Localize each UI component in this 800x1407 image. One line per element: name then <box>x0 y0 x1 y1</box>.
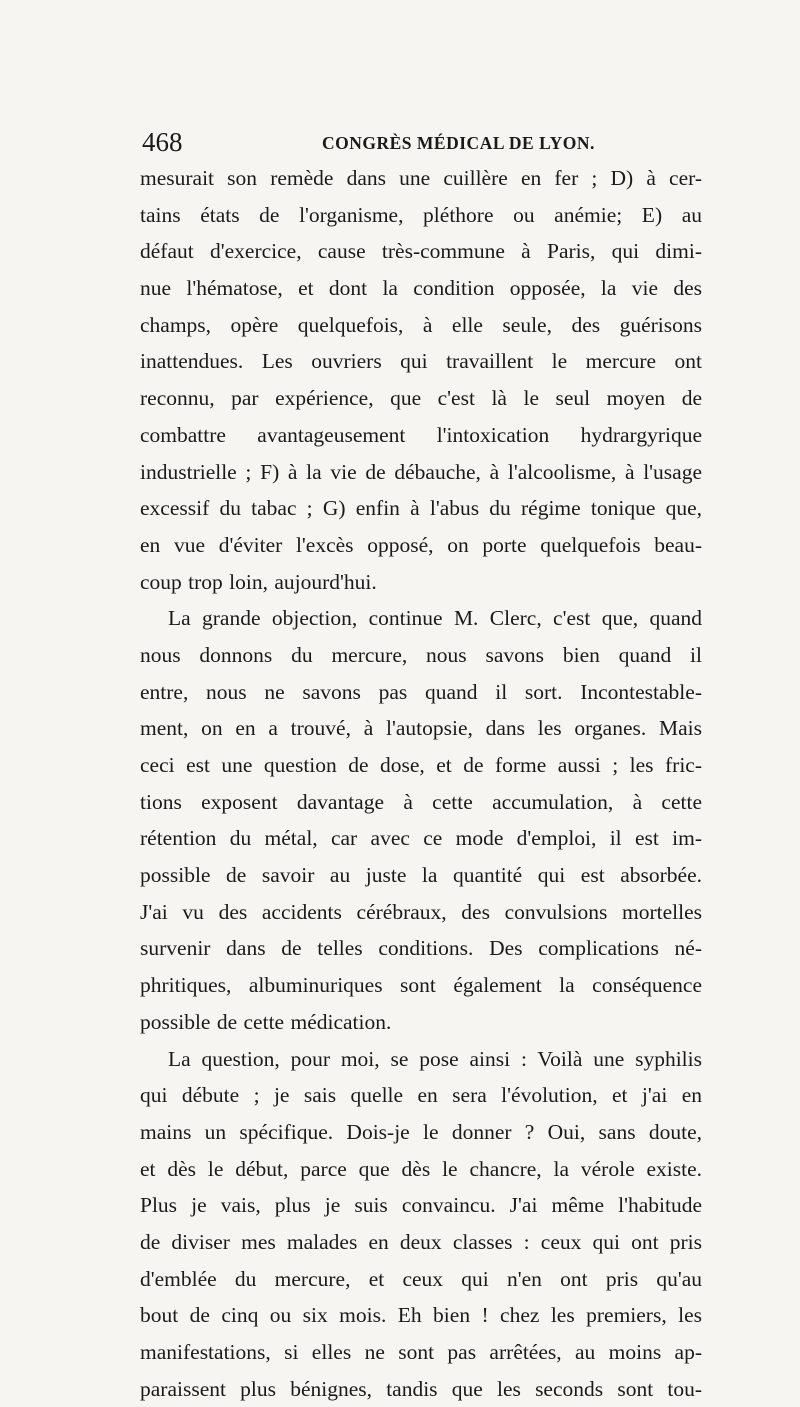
text-line: nous donnons du mercure, nous savons bien quand il <box>140 642 702 667</box>
text-line: de diviser mes malades en deux classes : ceux qui ont pris <box>140 1229 702 1254</box>
text-line: combattre avantageusement l'intoxication hydrargyrique <box>140 422 702 447</box>
text-line: bout de cinq ou six mois. Eh bien ! chez les premiers, les <box>140 1303 702 1328</box>
text-line: Plus je vais, plus je suis convaincu. J'ai même l'habitude <box>140 1193 702 1218</box>
text-line: manifestations, si elles ne sont pas arrêtées, au moins ap- <box>140 1340 702 1364</box>
text-line: en vue d'éviter l'excès opposé, on porte quelquefois beau- <box>140 532 702 557</box>
text-line: inattendues. Les ouvriers qui travaillent le mercure ont <box>140 349 702 374</box>
text-line: excessif du tabac ; G) enfin à l'abus du régime tonique que, <box>140 496 702 521</box>
text-line: phritiques, albuminuriques sont également la conséquence <box>140 973 702 998</box>
paragraph-last-line: possible de cette médication. <box>140 1009 392 1034</box>
text-line: tains états de l'organisme, pléthore ou anémie; E) au <box>140 202 702 227</box>
text-line: J'ai vu des accidents cérébraux, des convulsions mortelles <box>140 899 702 924</box>
paragraph-last-line: coup trop loin, aujourd'hui. <box>140 569 377 594</box>
paragraph-first-line: La grande objection, continue M. Clerc, c'est que, quand <box>168 606 702 631</box>
text-line: d'emblée du mercure, et ceux qui n'en ont pris qu'au <box>140 1266 702 1291</box>
page-number: 468 <box>142 127 183 157</box>
text-line: reconnu, par expérience, que c'est là le seul moyen de <box>140 386 702 411</box>
text-line: mains un spécifique. Dois-je le donner ? Oui, sans doute, <box>140 1119 702 1144</box>
text-line: industrielle ; F) à la vie de débauche, à l'alcoolisme, à l'usage <box>140 459 702 484</box>
text-line: ceci est une question de dose, et de forme aussi ; les fric- <box>140 753 702 777</box>
text-line: rétention du métal, car avec ce mode d'emploi, il est im- <box>140 826 702 851</box>
page-header <box>142 126 702 158</box>
body-text <box>140 160 702 1407</box>
text-line: défaut d'exercice, cause très-commune à Paris, qui dimi- <box>140 239 702 264</box>
text-line: tions exposent davantage à cette accumulation, à cette <box>140 789 702 814</box>
text-line: et dès le début, parce que dès le chancre, la vérole existe. <box>140 1156 702 1181</box>
text-line: champs, opère quelquefois, à elle seule, des guérisons <box>140 312 702 337</box>
running-head: CONGRÈS MÉDICAL DE LYON. <box>322 133 595 153</box>
text-line: possible de savoir au juste la quantité qui est absorbée. <box>140 863 702 888</box>
text-line: paraissent plus bénignes, tandis que les seconds sont tou- <box>140 1376 702 1401</box>
text-line: qui débute ; je sais quelle en sera l'évolution, et j'ai en <box>140 1083 702 1108</box>
paragraph-first-line: La question, pour moi, se pose ainsi : Voilà une syphilis <box>168 1046 702 1071</box>
text-line: nue l'hématose, et dont la condition opposée, la vie des <box>140 276 702 301</box>
text-line: ment, on en a trouvé, à l'autopsie, dans les organes. Mais <box>140 716 702 741</box>
text-line: survenir dans de telles conditions. Des complications né- <box>140 936 702 961</box>
text-line: entre, nous ne savons pas quand il sort. Incontestable- <box>140 679 702 704</box>
text-line: mesurait son remède dans une cuillère en fer ; D) à cer- <box>140 166 702 190</box>
